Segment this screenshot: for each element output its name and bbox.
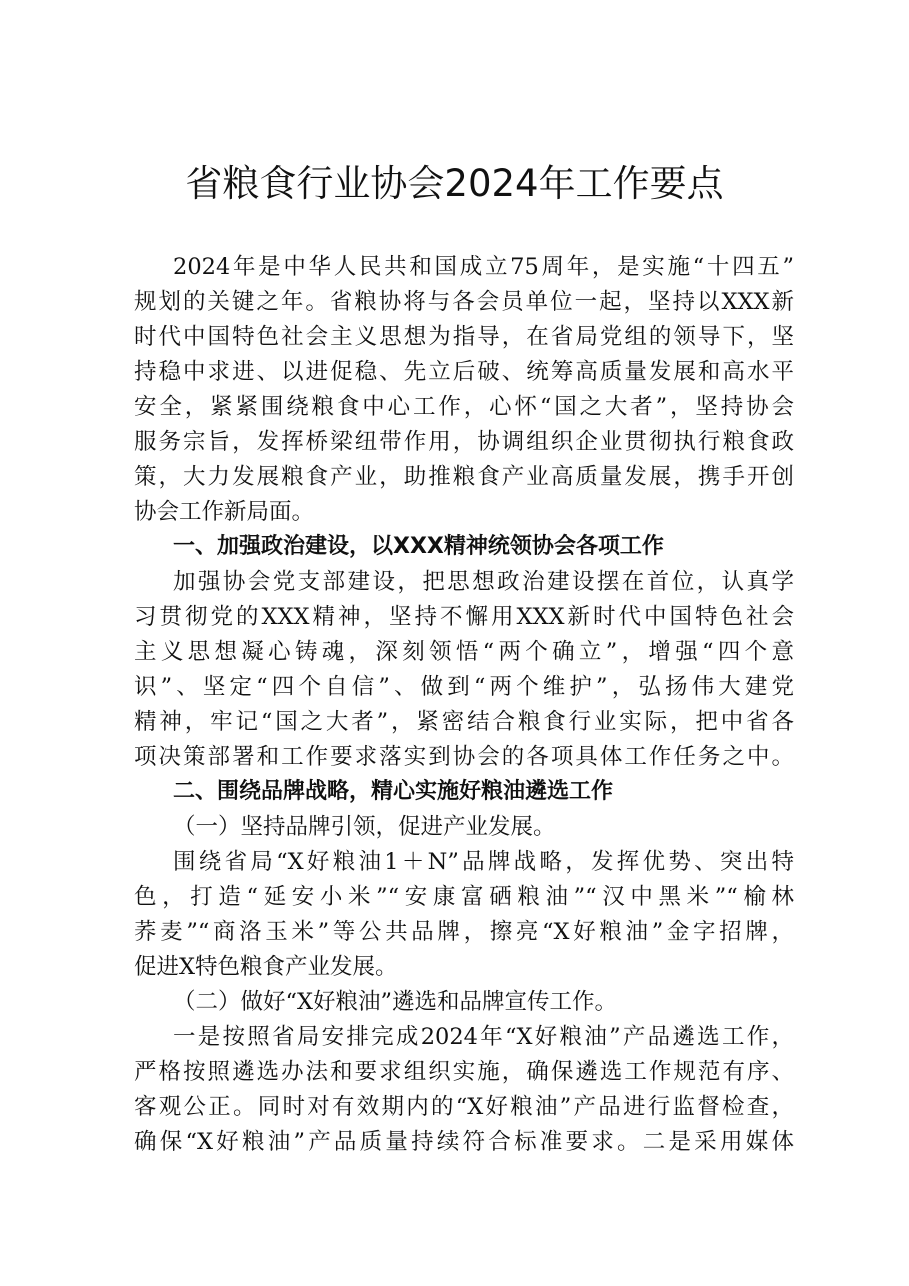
body-line: 促进X特色粮食产业发展。	[134, 954, 398, 980]
body-line: 色，打造“延安小米”“安康富硒粮油”“汉中黑米”“榆林	[134, 884, 794, 910]
body-line: 确保“X好粮油”产品质量持续符合标准要求。二是采用媒体	[134, 1129, 794, 1155]
body-line: 持稳中求进、以进促稳、先立后破、统筹高质量发展和高水平	[134, 359, 794, 385]
body-line: 安全，紧紧围绕粮食中心工作，心怀“国之大者”，坚持协会	[134, 394, 794, 420]
body-line: 时代中国特色社会主义思想为指导，在省局党组的领导下，坚	[134, 324, 794, 350]
body-line: 服务宗旨，发挥桥梁纽带作用，协调组织企业贯彻执行粮食政	[134, 429, 794, 455]
body-line: 围绕省局“X好粮油1＋N”品牌战略，发挥优势、突出特	[173, 849, 794, 875]
section-heading: 一、加强政治建设，以XXX精神统领协会各项工作	[173, 534, 664, 559]
body-line: 严格按照遴选办法和要求组织实施，确保遴选工作规范有序、	[134, 1059, 794, 1085]
body-line: 协会工作新局面。	[134, 499, 315, 525]
document-title: 省粮食行业协会2024年工作要点	[185, 162, 724, 205]
body-line: 识”、坚定“四个自信”、做到“两个维护”，弘扬伟大建党	[134, 674, 794, 700]
body-line: 规划的关键之年。省粮协将与各会员单位一起，坚持以XXX新	[134, 289, 794, 315]
body-line: 精神，牢记“国之大者”，紧密结合粮食行业实际，把中省各	[134, 709, 794, 735]
subsection-heading: （一）坚持品牌引领，促进产业发展。	[173, 814, 556, 840]
body-line: 一是按照省局安排完成2024年“X好粮油”产品遴选工作，	[173, 1024, 794, 1050]
body-line: 荞麦”“商洛玉米”等公共品牌，擦亮“X好粮油”金字招牌，	[134, 919, 794, 945]
subsection-heading: （二）做好“X好粮油”遴选和品牌宣传工作。	[173, 989, 618, 1015]
section-heading: 二、围绕品牌战略，精心实施好粮油遴选工作	[173, 779, 614, 804]
body-line: 习贯彻党的XXX精神，坚持不懈用XXX新时代中国特色社会	[134, 604, 794, 630]
body-line: 策，大力发展粮食产业，助推粮食产业高质量发展，携手开创	[134, 464, 794, 490]
body-line: 客观公正。同时对有效期内的“X好粮油”产品进行监督检查，	[134, 1094, 794, 1120]
body-line: 项决策部署和工作要求落实到协会的各项具体工作任务之中。	[134, 744, 794, 770]
body-line: 主义思想凝心铸魂，深刻领悟“两个确立”，增强“四个意	[134, 639, 794, 665]
body-line: 加强协会党支部建设，把思想政治建设摆在首位，认真学	[173, 569, 794, 595]
body-line: 2024年是中华人民共和国成立75周年，是实施“十四五”	[173, 254, 794, 280]
